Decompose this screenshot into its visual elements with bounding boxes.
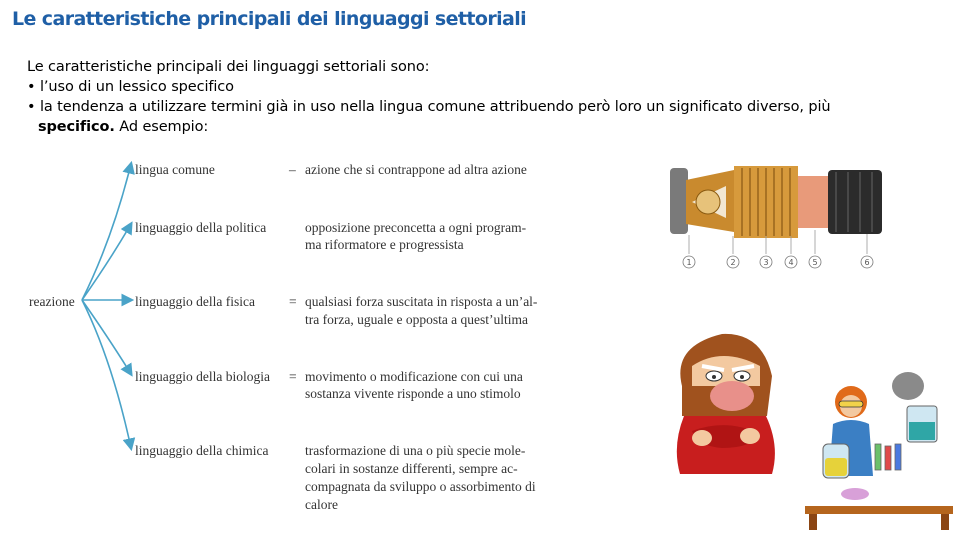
esempio-text: Ad esempio: [114, 119, 209, 135]
engine-label: 3 [763, 258, 769, 267]
bullet-tendenza: • la tendenza a utilizzare termini già in uso nella lingua comune attribuendo però loro un significato diverso, più [27, 99, 831, 115]
chemist-illustration [803, 366, 955, 531]
branch-label: lingua comune [135, 162, 215, 177]
branch-def: compagnata da sviluppo o assorbimento di [305, 479, 536, 494]
branch-def: qualsiasi forza suscitata in risposta a un’al- [305, 294, 538, 309]
branch-label: linguaggio della chimica [135, 443, 269, 458]
branch-def: colari in sostanze differenti, sempre ac- [305, 461, 518, 476]
engine-label: 5 [812, 258, 818, 267]
intro-line: Le caratteristiche principali dei linguaggi settoriali sono: [27, 59, 430, 75]
branch-label: linguaggio della politica [135, 220, 267, 235]
branch-def: azione che si contrappone ad altra azione [305, 162, 527, 177]
branch-def: calore [305, 497, 338, 512]
engine-label: 2 [730, 258, 736, 267]
engine-label: 6 [864, 258, 870, 267]
page-title: Le caratteristiche principali dei linguaggi settoriali [12, 8, 527, 30]
branch-def: tra forza, uguale e opposta a quest’ultima [305, 312, 529, 327]
bullet-lessico: • l’uso di un lessico specifico [27, 79, 234, 95]
branch-sep: = [289, 369, 297, 384]
branch-def: movimento o modificazione con cui una [305, 369, 523, 384]
jet-engine-illustration [664, 150, 884, 275]
root-label: reazione [29, 294, 75, 309]
arrow-lingua-comune [82, 164, 131, 300]
arrow-chimica [82, 300, 131, 448]
branch-def: sostanza vivente risponde a uno stimolo [305, 386, 521, 401]
branch-sep: = [289, 294, 297, 309]
branch-def: opposizione preconcetta a ogni program- [305, 220, 527, 235]
branch-sep: – [289, 162, 296, 177]
grumpy-dwarf-illustration [662, 326, 787, 476]
branch-def: trasformazione di una o più specie mole- [305, 443, 526, 458]
engine-label: 4 [788, 258, 794, 267]
arrow-biologia [82, 300, 131, 374]
branch-label: linguaggio della fisica [135, 294, 255, 309]
bold-specifico: specifico. [38, 119, 115, 135]
branch-def: ma riformatore e progressista [305, 237, 464, 252]
engine-label: 1 [686, 258, 692, 267]
arrow-politica [82, 224, 131, 300]
branch-label: linguaggio della biologia [135, 369, 270, 384]
